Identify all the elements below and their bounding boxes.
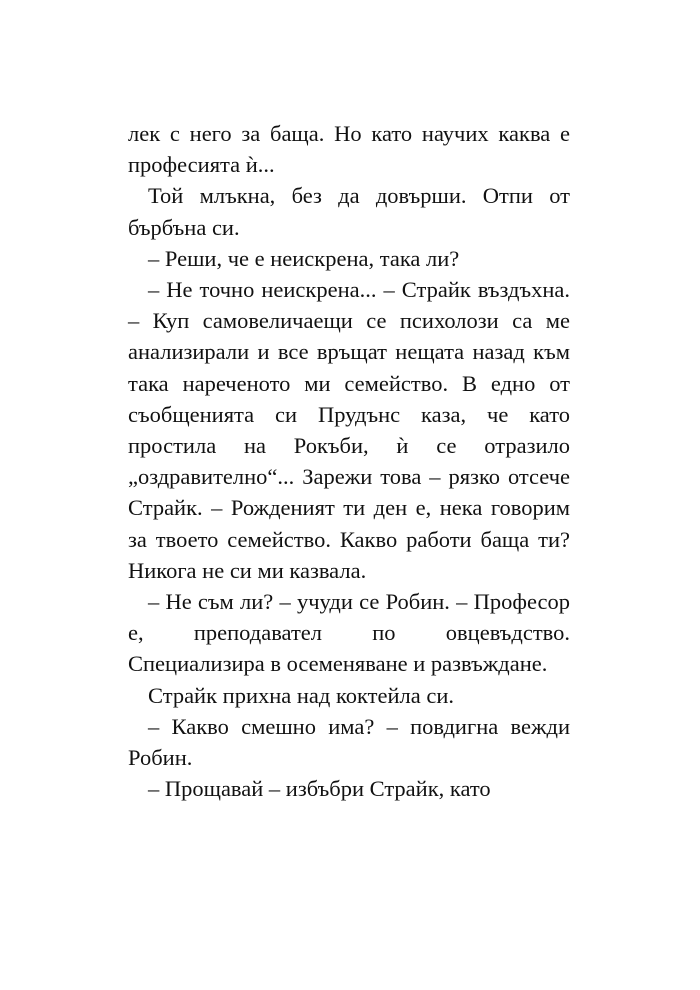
paragraph-8: – Прощавай – избъбри Страйк, като <box>148 776 491 802</box>
paragraph-7: – Какво смешно има? – повдигна вежди Робин. <box>128 713 570 771</box>
paragraph-6: Страйк прихна над коктейла си. <box>148 682 455 708</box>
paragraph-1: лек с него за баща. Но като научих каква е професията ѝ... <box>128 121 570 178</box>
paragraph-4: – Не точно неискрена... – Страйк въздъхна. – Куп самовеличаещи се психолози са ме анализирали и все връщат нещата назад към така нареченото ми семейство. В едно от съобщенията си Прудънс каза, че като простила на Рокъби, ѝ се отразило „оздравително“... Зарежи това – рязко отсече Страйк. – Рожденият ти ден е, нека говорим за твоето семейство. Какво работи баща ти? Никога не си ми казвала. <box>128 277 570 583</box>
paragraph-5: – Не съм ли? – учуди се Робин. – Професор е, преподавател по овцевъдство. Специализира в осеменяване и развъждане. <box>128 589 570 677</box>
paragraph-3: – Реши, че е неискрена, така ли? <box>148 245 460 271</box>
page-text <box>128 118 570 804</box>
paragraph-2: Той млъкна, без да довърши. Отпи от бърбъна си. <box>128 183 570 240</box>
